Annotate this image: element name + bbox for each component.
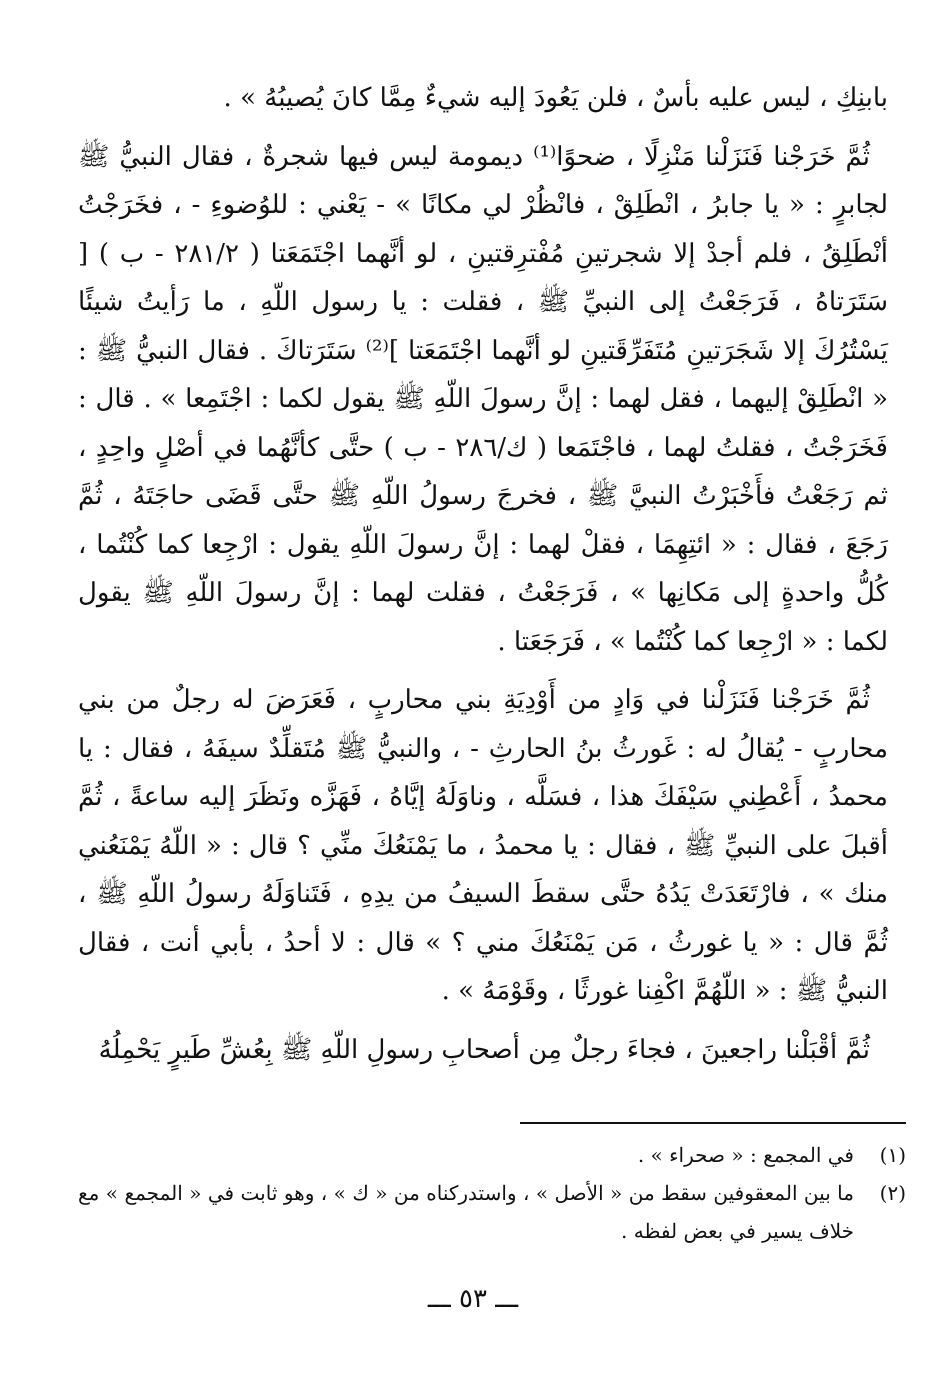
page-number: ـــ ٥٣ ـــ xyxy=(427,1284,519,1314)
paragraph-4: ثُمَّ أقْبَلْنا راجعينَ ، فجاءَ رجلٌ مِن أصحابِ رسولِ اللّهِ ﷺ بِعُشِّ طَيرٍ يَحْمِلُهُ xyxy=(98,1034,870,1065)
footnote-text: في المجمع : « صحراء » . xyxy=(637,1143,854,1167)
paragraph-1: بابنِكِ ، ليس عليه بأسٌ ، فلن يَعُودَ إليه شيءٌ مِمَّا كانَ يُصيبُهُ » . xyxy=(223,83,888,113)
footnote-2 xyxy=(78,1174,906,1250)
footnotes xyxy=(78,1136,906,1250)
footnote-divider xyxy=(520,1122,906,1124)
footnote-1 xyxy=(78,1136,906,1174)
footnote-number: (١) xyxy=(879,1143,906,1167)
footnote-number: (٢) xyxy=(879,1181,906,1205)
paragraph-3: ثُمَّ خَرَجْنا فَنَزَلْنا في وَادٍ من أَوْدِيَةِ بني محاربٍ ، فَعَرَضَ له رجلٌ من بني محاربٍ - يُقالُ له : غَورثُ بنُ الحارثِ - ، والنبيُّ ﷺ مُتَقلِّدٌ سيفَهُ ، فقال : يا محمدُ ، أَعْطِني سَيْفَكَ هذا ، فسَلَّه ، وناوَلَهُ إيَّاهُ ، فَهَزَّه ونَظَرَ إليه ساعةً ، ثُمَّ أقبلَ على النبيِّ ﷺ ، فقال : يا محمدُ ، ما يَمْنَعُكَ منِّي ؟ قال : « اللّهُ يَمْنَعُني منك » ، فارْتَعَدَتْ يَدُهُ حتَّى سقطَ السيفُ من يدِهِ ، فَتَناوَلَهُ رسولُ اللّهِ ﷺ ، ثُمَّ قال : « يا غورثُ ، مَن يَمْنَعُكَ مني ؟ » قال : لا أحدُ ، بأبي أنت ، فقال النبيُّ ﷺ : « اللّهُمَّ اكْفِنا غورثًا ، وقَوْمَهُ » . xyxy=(78,685,888,1006)
paragraph-2: ثُمَّ خَرَجْنا فَنَزَلْنا مَنْزِلًا ، ضحوًا⁽¹⁾ ديمومة ليس فيها شجرةٌ ، فقال النبيُّ ﷺ لجابرٍ : « يا جابرُ ، انْطَلِقْ ، فانْظُرْ لي مكانًا » - يَعْني : للوُضوءِ - ، فخَرَجْتُ أنْطَلِقُ ، فلم أجدْ إلا شجرتينِ مُفْترِقتينِ ، لو أنَّهما اجْتَمَعَتا ( ٢٨١/٢ - ب ) [ سَتَرَتاهُ ، فَرَجَعْتُ إلى النبيِّ ﷺ ، فقلت : يا رسول اللّهِ ، ما رَأيتُ شيئًا يَسْتُرُكَ إلا شَجَرَتينِ مُتَفَرِّقَتينِ لو أنَّهما اجْتَمَعَتا ]⁽²⁾ سَتَرَتاكَ . فقال النبيُّ ﷺ : « انْطَلِقْ إليهما ، فقل لهما : إنَّ رسولَ اللّهِ ﷺ يقول لكما : اجْتَمِعا » . قال : فَخَرَجْتُ ، فقلتُ لهما ، فاجْتَمَعا ( ك/٢٨٦ - ب ) حتَّى كأنَّهُما في أصْلٍ واحِدٍ ، ثم رَجَعْتُ فأَخْبَرْتُ النبيَّ ﷺ ، فخرجَ رسولُ اللّهِ ﷺ حتَّى قَضَى حاجَتَهُ ، ثُمَّ رَجَعَ ، فقال : « ائتِهِمَا ، فقلْ لهما : إنَّ رسولَ اللّهِ يقول : ارْجِعا كما كُنْتُما ، كُلُّ واحدةٍ إلى مَكانِها » ، فَرَجَعْتُ ، فقلت لهما : إنَّ رسولَ اللّهِ ﷺ يقول لكما : « ارْجِعا كما كُنْتُما » ، فَرَجَعَتا . xyxy=(78,141,888,657)
footnote-text: ما بين المعقوفين سقط من « الأصل » ، واستدركناه من « ك » ، وهو ثابت في « المجمع » مع خلاف يسير في بعض لفظه . xyxy=(78,1181,854,1243)
